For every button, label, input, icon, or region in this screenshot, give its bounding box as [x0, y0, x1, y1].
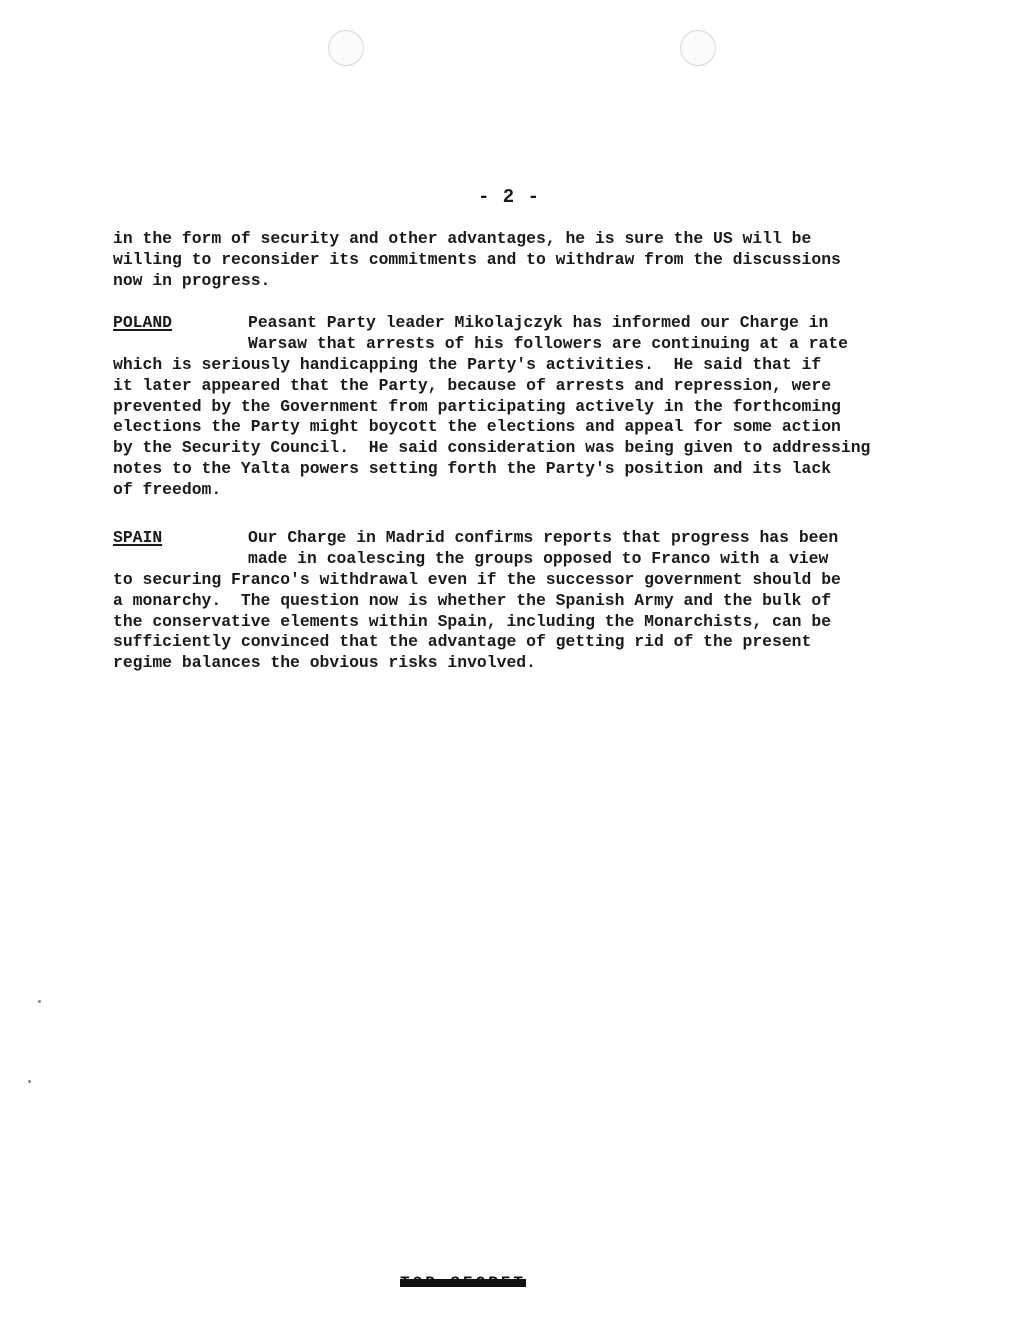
poland-line: which is seriously handicapping the Party's activities. He said that if	[113, 355, 822, 374]
spain-line: to securing Franco's withdrawal even if the successor government should be	[113, 570, 841, 589]
spain-line: a monarchy. The question now is whether the Spanish Army and the bulk of	[113, 590, 832, 610]
spain-line: sufficiently convinced that the advantage of getting rid of the present	[113, 632, 812, 652]
poland-line: notes to the Yalta powers setting forth the Party's position and its lack	[113, 458, 832, 478]
spain-line: the conservative elements within Spain, including the Monarchists, can be	[113, 611, 832, 631]
intro-line: in the form of security and other advantages, he is sure the US will be	[113, 229, 812, 248]
poland-line: by the Security Council. He said consideration was being given to addressing	[113, 438, 871, 458]
poland-line: Warsaw that arrests of his followers are continuing at a rate	[248, 334, 848, 353]
poland-paragraph	[113, 355, 870, 501]
punch-hole-left	[328, 30, 364, 66]
classification-marking: TOP SECRET	[400, 1274, 527, 1292]
punch-hole-right	[680, 30, 716, 66]
poland-line: it later appeared that the Party, because of arrests and repression, were	[113, 375, 832, 395]
poland-line: elections the Party might boycott the elections and appeal for some action	[113, 417, 841, 437]
spain-line: regime balances the obvious risks involved.	[113, 653, 536, 673]
page-number: - 2 -	[477, 186, 540, 208]
poland-paragraph-indented	[248, 334, 848, 355]
spain-first-line: Our Charge in Madrid confirms reports that progress has been	[248, 528, 839, 547]
intro-paragraph	[113, 229, 841, 291]
scan-speck	[38, 1000, 41, 1003]
scan-speck	[28, 1080, 31, 1083]
section-label-spain: SPAIN	[113, 528, 163, 547]
intro-line: now in progress.	[113, 270, 271, 290]
spain-line: made in coalescing the groups opposed to Franco with a view	[248, 549, 829, 568]
poland-first-line: Peasant Party leader Mikolajczyk has informed our Charge in	[248, 313, 829, 332]
section-label-poland: POLAND	[113, 313, 173, 332]
spain-paragraph-indented	[248, 549, 828, 570]
poland-line: prevented by the Government from participating actively in the forthcoming	[113, 396, 841, 416]
intro-line: willing to reconsider its commitments and to withdraw from the discussions	[113, 249, 841, 269]
spain-paragraph	[113, 570, 841, 674]
poland-line: of freedom.	[113, 479, 222, 499]
